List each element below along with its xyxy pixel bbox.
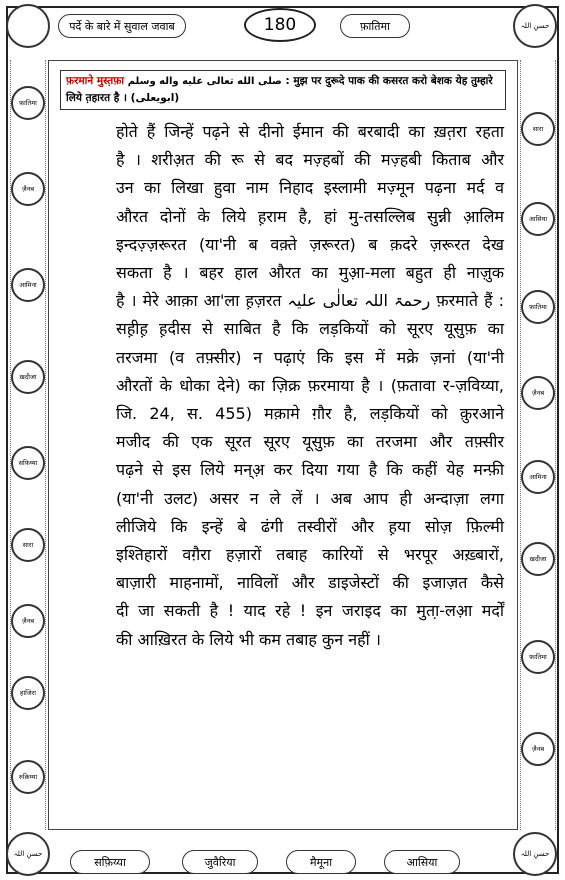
text-line: की आख़िरत के लिये भी कम तबाह कुन नहीं । [116,629,381,649]
corner-medallion-top-left [6,4,50,48]
body-text [116,118,504,654]
side-medallion: आमिना [521,460,555,494]
text-line: बाज़ारी माहनामों, नाविलों और डाइजेस्टों की इजाज़त कैसे [116,573,504,593]
text-line: दी जा सकती है ! याद रहे ! इन जराइद का मुता़-लआ़ मर्दों [116,601,504,621]
corner-medallion-bottom-right: حسنِ اللہ [513,832,557,876]
side-medallion: रुक़िय्या [11,760,45,794]
text-line: है । शरीअ़त की रू से बद मज़्हबों की मज़्हबी किताब और [116,150,504,170]
text-line: उन का लिखा हुवा नाम निहाद इस्लामी मज़्मून पढ़ना मर्द व [116,178,504,198]
corner-medallion-bottom-left: حسنِ اللہ [6,832,50,876]
side-medallion: सारा [11,528,45,562]
corner-medallion-top-right: حسنِ اللہ [513,4,557,48]
side-medallion: ख़दीजा [11,360,45,394]
text-line: इन्दज़्ज़रूरत (या'नी ब वक़्ते ज़रूरत) ब क़दरे ज़रूरत देख [116,234,504,254]
side-medallion: फ़ातिमा [521,640,555,674]
footer-label: आसिया [384,850,460,874]
book-title: पर्दे के बारे में सुवाल जवाब [58,14,186,38]
hadith-text: : मुझ पर दुरूदे पाक की कसरत करो बेशक येह तुम्हारे लिये त़हारत है । (ابویعلی) [66,75,493,104]
side-medallion: हाजिरा [11,676,45,710]
text-line: सकता है । बहर हाल औरत का मुआ़-मला बहुत ही नाज़ुक [116,263,504,283]
side-medallion: फ़ातिमा [521,290,555,324]
side-medallion: ज़ैनब [521,376,555,410]
footer-label: जुवैरिया [182,850,258,874]
side-medallion: ज़ैनब [11,172,45,206]
side-medallion: आसिया [521,202,555,236]
footer-label: मैमूना [286,850,356,874]
text-line: मजीद की एक सूरत सूरए यूसुफ़ का तरजमा और तफ़्सीर [116,432,504,452]
hadith-lead: फ़रमाने मुस्त़फ़ा [66,75,125,87]
side-medallion: ज़ैनब [521,732,555,766]
right-ornament-border [520,60,556,830]
text-line: पढ़ने से इस लिये मन्अ़ कर दिया गया है कि कहीं येह मन्फ़ी [116,460,504,480]
text-line: (या'नी उलट) असर न ले लें । अब आप ही अन्दाज़ा लगा [116,488,504,508]
side-medallion: ख़दीजा [521,542,555,576]
text-line: तरजमा (व तफ़्सीर) न पढ़ाएं कि इस में मक्रे ज़नां (या'नी [116,347,504,367]
text-line: होते हैं जिन्हें पढ़ने से दीनो ईमान की बरबादी का ख़त़रा रहता [116,122,504,141]
side-medallion: सफ़िय्या [11,446,45,480]
footer-label: सफ़िय्या [70,850,150,874]
text-line: औरतों के धोका देने) का ज़िक्र फ़रमाया है । (फ़तावा र-ज़विय्या, [116,375,504,395]
side-medallion: फ़ातिमा [11,86,45,120]
text-line: लीजिये कि इन्हें बे ढंगी तस्वीरों और ह़या सोज़ फ़िल्मी [116,516,504,536]
text-line: जि. 24, स. 455) मक़ामे ग़ौर है, लड़कियों को क़ुरआने [116,404,504,424]
header-tag: फ़ातिमा [340,14,410,38]
text-line: औरत दोनों के लिये ह़राम है, हां मु-तसल्लिब सुन्नी आ़लिम [116,206,504,226]
text-line: है । मेरे आक़ा आ'ला ह़ज़रत رحمۃ اللہ تعالٰی علیہ फ़रमाते हैं : [116,291,505,311]
hadith-box [60,70,506,110]
text-line: इश्तिहारों वग़ैरा हज़ारों तबाह कारियों से भरपूर अख़्बारों, [116,545,504,565]
side-medallion: आमिना [11,268,45,302]
text-line: सह़ीह़ ह़दीस से साबित है कि लड़कियों को सूरए यूसुफ़ का [116,319,504,339]
side-medallion: ज़ैनब [11,604,45,638]
page-number: 180 [244,8,316,42]
hadith-arabic: صلى الله تعالى عليه واله وسلم [127,76,282,87]
side-medallion: सारा [521,112,555,146]
